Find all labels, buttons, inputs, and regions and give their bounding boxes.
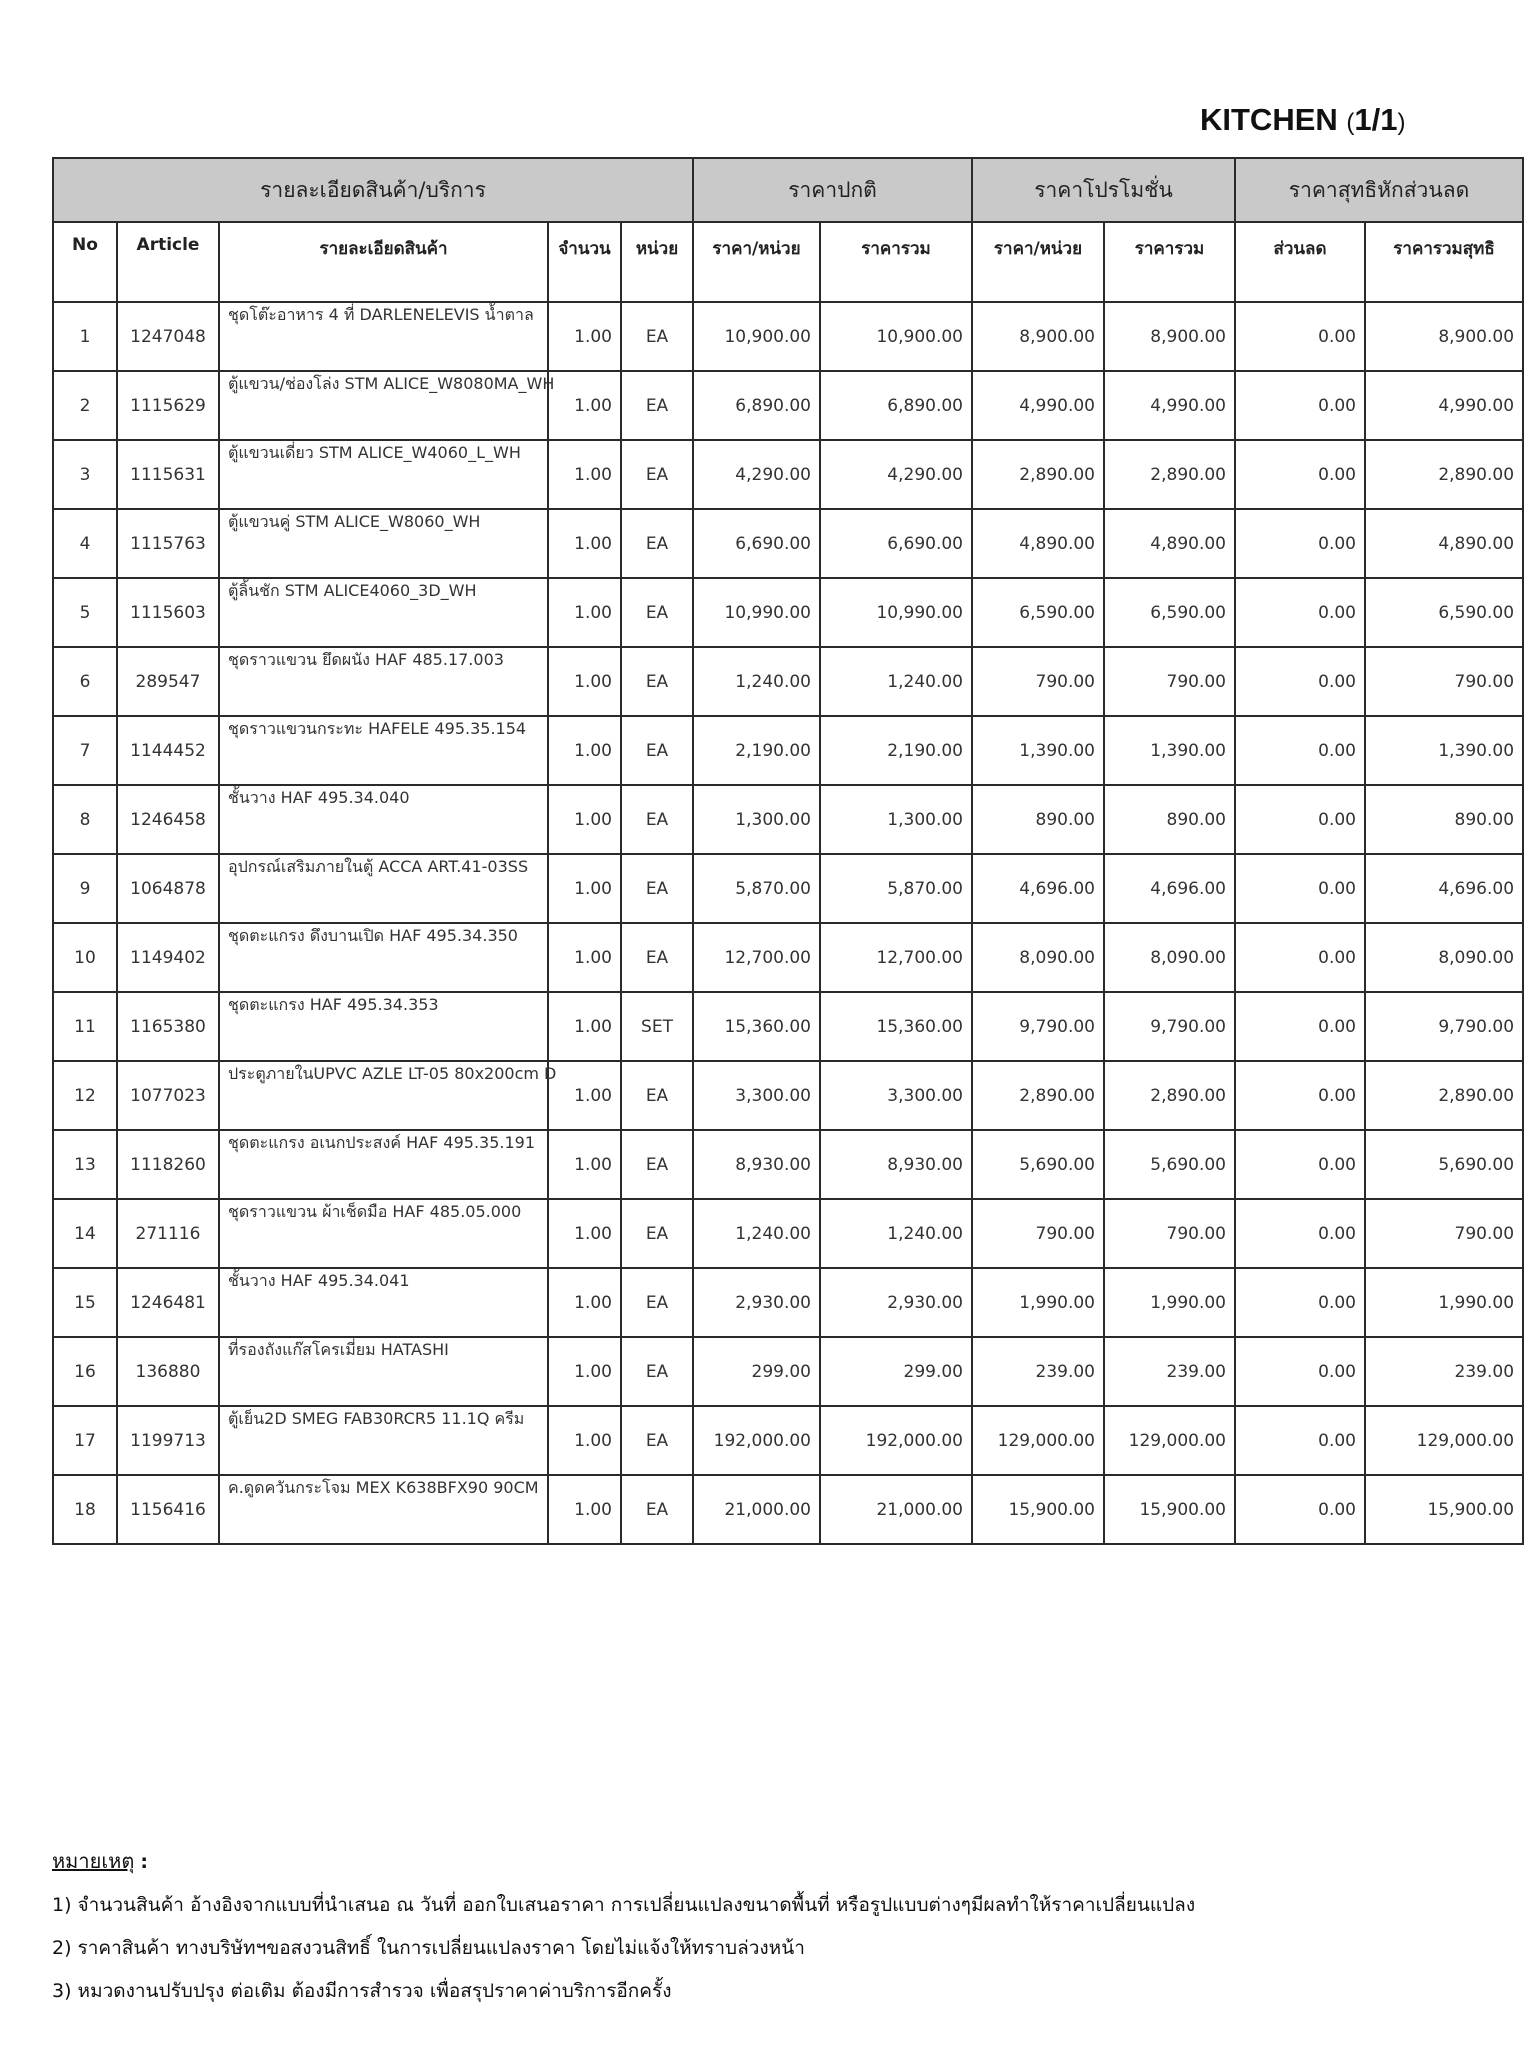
cell-no: 13 — [53, 1130, 117, 1199]
cell-description: ประตูภายในUPVC AZLE LT-05 80x200cm D — [219, 1061, 548, 1130]
cell-promo-unit-price: 8,090.00 — [972, 923, 1104, 992]
cell-unit: EA — [621, 371, 693, 440]
cell-net-total: 129,000.00 — [1365, 1406, 1523, 1475]
cell-description: ชุดโต๊ะอาหาร 4 ที่ DARLENELEVIS น้ำตาล — [219, 302, 548, 371]
cell-no: 16 — [53, 1337, 117, 1406]
cell-unit: EA — [621, 647, 693, 716]
cell-net-total: 2,890.00 — [1365, 1061, 1523, 1130]
quotation-table-container — [52, 157, 1515, 1570]
cell-discount: 0.00 — [1235, 1199, 1365, 1268]
notes-section — [52, 1840, 1492, 2013]
cell-normal-unit-price: 5,870.00 — [693, 854, 820, 923]
cell-quantity: 1.00 — [548, 1268, 621, 1337]
cell-promo-unit-price: 15,900.00 — [972, 1475, 1104, 1544]
cell-promo-total: 6,590.00 — [1104, 578, 1235, 647]
cell-promo-unit-price: 4,890.00 — [972, 509, 1104, 578]
cell-description: ชั้นวาง HAF 495.34.040 — [219, 785, 548, 854]
cell-net-total: 890.00 — [1365, 785, 1523, 854]
cell-quantity: 1.00 — [548, 647, 621, 716]
cell-discount: 0.00 — [1235, 371, 1365, 440]
cell-normal-unit-price: 2,190.00 — [693, 716, 820, 785]
table-row — [53, 785, 1523, 854]
cell-no: 18 — [53, 1475, 117, 1544]
cell-description: อุปกรณ์เสริมภายในตู้ ACCA ART.41-03SS — [219, 854, 548, 923]
group-header-promotion-price: ราคาโปรโมชั่น — [972, 158, 1235, 222]
cell-normal-unit-price: 10,900.00 — [693, 302, 820, 371]
cell-article: 1246481 — [117, 1268, 219, 1337]
cell-normal-total: 10,990.00 — [820, 578, 972, 647]
cell-normal-total: 1,300.00 — [820, 785, 972, 854]
cell-article: 1077023 — [117, 1061, 219, 1130]
table-row — [53, 923, 1523, 992]
cell-normal-total: 6,890.00 — [820, 371, 972, 440]
column-header-normal-total: ราคารวม — [820, 222, 972, 302]
cell-article: 271116 — [117, 1199, 219, 1268]
column-header-unit: หน่วย — [621, 222, 693, 302]
cell-no: 12 — [53, 1061, 117, 1130]
column-header-no: No — [53, 222, 117, 302]
cell-description: ตู้แขวน/ช่องโล่ง STM ALICE_W8080MA_WH — [219, 371, 548, 440]
cell-unit: EA — [621, 440, 693, 509]
cell-description: ชุดราวแขวนกระทะ HAFELE 495.35.154 — [219, 716, 548, 785]
table-row — [53, 1130, 1523, 1199]
cell-description: ที่รองถังแก๊สโครเมี่ยม HATASHI — [219, 1337, 548, 1406]
cell-normal-total: 2,190.00 — [820, 716, 972, 785]
cell-promo-total: 890.00 — [1104, 785, 1235, 854]
note-item-2: 2) ราคาสินค้า ทางบริษัทฯขอสงวนสิทธิ์ ในการเปลี่ยนแปลงราคา โดยไม่แจ้งให้ทราบล่วงหน้า — [52, 1937, 805, 1959]
cell-article: 1165380 — [117, 992, 219, 1061]
notes-heading-colon: : — [140, 1851, 148, 1873]
cell-normal-unit-price: 15,360.00 — [693, 992, 820, 1061]
cell-net-total: 790.00 — [1365, 647, 1523, 716]
cell-promo-unit-price: 4,696.00 — [972, 854, 1104, 923]
cell-quantity: 1.00 — [548, 1406, 621, 1475]
cell-description: ตู้ลิ้นชัก STM ALICE4060_3D_WH — [219, 578, 548, 647]
cell-normal-total: 21,000.00 — [820, 1475, 972, 1544]
quotation-table — [52, 157, 1524, 1545]
table-body — [53, 302, 1523, 1544]
cell-promo-total: 15,900.00 — [1104, 1475, 1235, 1544]
cell-normal-total: 4,290.00 — [820, 440, 972, 509]
cell-article: 1246458 — [117, 785, 219, 854]
cell-promo-unit-price: 790.00 — [972, 1199, 1104, 1268]
table-row — [53, 440, 1523, 509]
cell-discount: 0.00 — [1235, 440, 1365, 509]
cell-quantity: 1.00 — [548, 854, 621, 923]
cell-promo-total: 1,390.00 — [1104, 716, 1235, 785]
cell-promo-total: 790.00 — [1104, 1199, 1235, 1268]
cell-promo-total: 8,900.00 — [1104, 302, 1235, 371]
page-indicator: 1/1 — [1354, 102, 1398, 137]
cell-article: 1115629 — [117, 371, 219, 440]
cell-normal-total: 3,300.00 — [820, 1061, 972, 1130]
column-header-promo-unit-price: ราคา/หน่วย — [972, 222, 1104, 302]
column-header-discount: ส่วนลด — [1235, 222, 1365, 302]
cell-no: 3 — [53, 440, 117, 509]
cell-no: 9 — [53, 854, 117, 923]
column-header-description: รายละเอียดสินค้า — [219, 222, 548, 302]
table-row — [53, 1337, 1523, 1406]
cell-net-total: 1,390.00 — [1365, 716, 1523, 785]
page-indicator-open-paren: ( — [1346, 109, 1355, 136]
cell-normal-total: 12,700.00 — [820, 923, 972, 992]
cell-promo-total: 9,790.00 — [1104, 992, 1235, 1061]
cell-no: 5 — [53, 578, 117, 647]
cell-quantity: 1.00 — [548, 440, 621, 509]
cell-promo-unit-price: 2,890.00 — [972, 440, 1104, 509]
cell-net-total: 5,690.00 — [1365, 1130, 1523, 1199]
table-row — [53, 509, 1523, 578]
column-header-normal-unit-price: ราคา/หน่วย — [693, 222, 820, 302]
cell-normal-unit-price: 6,890.00 — [693, 371, 820, 440]
cell-promo-total: 239.00 — [1104, 1337, 1235, 1406]
cell-unit: EA — [621, 716, 693, 785]
table-column-header-row — [53, 222, 1523, 302]
cell-quantity: 1.00 — [548, 992, 621, 1061]
cell-quantity: 1.00 — [548, 923, 621, 992]
cell-article: 1064878 — [117, 854, 219, 923]
cell-normal-total: 1,240.00 — [820, 647, 972, 716]
cell-normal-total: 10,900.00 — [820, 302, 972, 371]
cell-net-total: 6,590.00 — [1365, 578, 1523, 647]
cell-unit: EA — [621, 1061, 693, 1130]
cell-unit: EA — [621, 1130, 693, 1199]
cell-promo-unit-price: 6,590.00 — [972, 578, 1104, 647]
cell-net-total: 4,890.00 — [1365, 509, 1523, 578]
cell-no: 14 — [53, 1199, 117, 1268]
cell-net-total: 9,790.00 — [1365, 992, 1523, 1061]
cell-no: 4 — [53, 509, 117, 578]
cell-article: 1199713 — [117, 1406, 219, 1475]
cell-promo-total: 5,690.00 — [1104, 1130, 1235, 1199]
cell-quantity: 1.00 — [548, 1130, 621, 1199]
cell-discount: 0.00 — [1235, 785, 1365, 854]
cell-article: 1118260 — [117, 1130, 219, 1199]
cell-net-total: 15,900.00 — [1365, 1475, 1523, 1544]
cell-description: ชุดตะแกรง ดึงบานเปิด HAF 495.34.350 — [219, 923, 548, 992]
group-header-product-details: รายละเอียดสินค้า/บริการ — [53, 158, 693, 222]
notes-heading: หมายเหตุ — [52, 1849, 135, 1873]
cell-unit: EA — [621, 923, 693, 992]
table-row — [53, 647, 1523, 716]
cell-no: 1 — [53, 302, 117, 371]
cell-discount: 0.00 — [1235, 716, 1365, 785]
cell-no: 7 — [53, 716, 117, 785]
cell-unit: EA — [621, 1199, 693, 1268]
cell-promo-unit-price: 4,990.00 — [972, 371, 1104, 440]
cell-quantity: 1.00 — [548, 578, 621, 647]
table-row — [53, 302, 1523, 371]
cell-discount: 0.00 — [1235, 1475, 1365, 1544]
cell-article: 1115631 — [117, 440, 219, 509]
cell-normal-total: 299.00 — [820, 1337, 972, 1406]
cell-promo-unit-price: 790.00 — [972, 647, 1104, 716]
cell-promo-unit-price: 1,990.00 — [972, 1268, 1104, 1337]
cell-no: 6 — [53, 647, 117, 716]
cell-unit: EA — [621, 854, 693, 923]
cell-discount: 0.00 — [1235, 1268, 1365, 1337]
cell-net-total: 8,090.00 — [1365, 923, 1523, 992]
cell-discount: 0.00 — [1235, 509, 1365, 578]
cell-unit: SET — [621, 992, 693, 1061]
cell-normal-unit-price: 1,240.00 — [693, 1199, 820, 1268]
table-row — [53, 578, 1523, 647]
cell-normal-unit-price: 12,700.00 — [693, 923, 820, 992]
cell-no: 17 — [53, 1406, 117, 1475]
cell-description: ค.ดูดควันกระโจม MEX K638BFX90 90CM — [219, 1475, 548, 1544]
cell-description: ตู้แขวนคู่ STM ALICE_W8060_WH — [219, 509, 548, 578]
cell-normal-unit-price: 6,690.00 — [693, 509, 820, 578]
cell-no: 2 — [53, 371, 117, 440]
cell-article: 1144452 — [117, 716, 219, 785]
cell-article: 289547 — [117, 647, 219, 716]
cell-quantity: 1.00 — [548, 1061, 621, 1130]
cell-article: 1149402 — [117, 923, 219, 992]
cell-promo-unit-price: 239.00 — [972, 1337, 1104, 1406]
cell-normal-total: 1,240.00 — [820, 1199, 972, 1268]
cell-article: 1156416 — [117, 1475, 219, 1544]
cell-article: 136880 — [117, 1337, 219, 1406]
cell-normal-unit-price: 4,290.00 — [693, 440, 820, 509]
cell-normal-unit-price: 299.00 — [693, 1337, 820, 1406]
cell-quantity: 1.00 — [548, 785, 621, 854]
page-title — [1200, 102, 1500, 138]
table-row — [53, 1406, 1523, 1475]
cell-normal-total: 2,930.00 — [820, 1268, 972, 1337]
cell-net-total: 239.00 — [1365, 1337, 1523, 1406]
cell-promo-total: 2,890.00 — [1104, 440, 1235, 509]
cell-unit: EA — [621, 785, 693, 854]
cell-promo-total: 129,000.00 — [1104, 1406, 1235, 1475]
cell-description: ชุดราวแขวน ยึดผนัง HAF 485.17.003 — [219, 647, 548, 716]
cell-promo-unit-price: 9,790.00 — [972, 992, 1104, 1061]
cell-quantity: 1.00 — [548, 1199, 621, 1268]
cell-quantity: 1.00 — [548, 371, 621, 440]
cell-quantity: 1.00 — [548, 509, 621, 578]
cell-discount: 0.00 — [1235, 1061, 1365, 1130]
cell-net-total: 2,890.00 — [1365, 440, 1523, 509]
cell-normal-unit-price: 21,000.00 — [693, 1475, 820, 1544]
cell-promo-unit-price: 2,890.00 — [972, 1061, 1104, 1130]
table-row — [53, 1475, 1523, 1544]
table-row — [53, 1199, 1523, 1268]
cell-net-total: 4,696.00 — [1365, 854, 1523, 923]
cell-normal-total: 192,000.00 — [820, 1406, 972, 1475]
cell-no: 8 — [53, 785, 117, 854]
cell-quantity: 1.00 — [548, 302, 621, 371]
note-item-3: 3) หมวดงานปรับปรุง ต่อเติม ต้องมีการสำรวจ เพื่อสรุปราคาค่าบริการอีกครั้ง — [52, 1980, 672, 2002]
cell-promo-total: 790.00 — [1104, 647, 1235, 716]
cell-net-total: 790.00 — [1365, 1199, 1523, 1268]
cell-promo-total: 4,890.00 — [1104, 509, 1235, 578]
table-row — [53, 1061, 1523, 1130]
cell-promo-total: 4,990.00 — [1104, 371, 1235, 440]
cell-unit: EA — [621, 1406, 693, 1475]
cell-promo-unit-price: 890.00 — [972, 785, 1104, 854]
cell-promo-unit-price: 8,900.00 — [972, 302, 1104, 371]
cell-promo-total: 8,090.00 — [1104, 923, 1235, 992]
cell-unit: EA — [621, 1268, 693, 1337]
cell-discount: 0.00 — [1235, 302, 1365, 371]
cell-normal-total: 15,360.00 — [820, 992, 972, 1061]
cell-normal-unit-price: 8,930.00 — [693, 1130, 820, 1199]
cell-normal-unit-price: 10,990.00 — [693, 578, 820, 647]
cell-normal-unit-price: 192,000.00 — [693, 1406, 820, 1475]
group-header-normal-price: ราคาปกติ — [693, 158, 972, 222]
cell-normal-unit-price: 1,240.00 — [693, 647, 820, 716]
cell-article: 1115763 — [117, 509, 219, 578]
cell-normal-total: 8,930.00 — [820, 1130, 972, 1199]
note-item-1: 1) จำนวนสินค้า อ้างอิงจากแบบที่นำเสนอ ณ วันที่ ออกใบเสนอราคา การเปลี่ยนแปลงขนาดพื้นที่ หรือรูปแบบต่างๆมีผลทำให้ราคาเปลี่ยนแปลง — [52, 1894, 1196, 1916]
table-row — [53, 854, 1523, 923]
cell-unit: EA — [621, 578, 693, 647]
cell-normal-unit-price: 1,300.00 — [693, 785, 820, 854]
cell-description: ตู้แขวนเดี่ยว STM ALICE_W4060_L_WH — [219, 440, 548, 509]
cell-article: 1115603 — [117, 578, 219, 647]
cell-normal-unit-price: 2,930.00 — [693, 1268, 820, 1337]
table-row — [53, 716, 1523, 785]
cell-discount: 0.00 — [1235, 1130, 1365, 1199]
cell-discount: 0.00 — [1235, 854, 1365, 923]
cell-quantity: 1.00 — [548, 1337, 621, 1406]
column-header-quantity: จำนวน — [548, 222, 621, 302]
cell-unit: EA — [621, 302, 693, 371]
cell-normal-unit-price: 3,300.00 — [693, 1061, 820, 1130]
cell-description: ชั้นวาง HAF 495.34.041 — [219, 1268, 548, 1337]
cell-quantity: 1.00 — [548, 716, 621, 785]
cell-net-total: 1,990.00 — [1365, 1268, 1523, 1337]
column-header-article: Article — [117, 222, 219, 302]
cell-discount: 0.00 — [1235, 1406, 1365, 1475]
cell-discount: 0.00 — [1235, 647, 1365, 716]
cell-discount: 0.00 — [1235, 1337, 1365, 1406]
cell-description: ชุดราวแขวน ผ้าเช็ดมือ HAF 485.05.000 — [219, 1199, 548, 1268]
cell-description: ตู้เย็น2D SMEG FAB30RCR5 11.1Q ครีม — [219, 1406, 548, 1475]
cell-promo-unit-price: 5,690.00 — [972, 1130, 1104, 1199]
cell-unit: EA — [621, 509, 693, 578]
cell-net-total: 8,900.00 — [1365, 302, 1523, 371]
cell-description: ชุดตะแกรง HAF 495.34.353 — [219, 992, 548, 1061]
cell-quantity: 1.00 — [548, 1475, 621, 1544]
cell-promo-total: 4,696.00 — [1104, 854, 1235, 923]
table-row — [53, 992, 1523, 1061]
table-group-header-row — [53, 158, 1523, 222]
cell-no: 10 — [53, 923, 117, 992]
cell-promo-unit-price: 129,000.00 — [972, 1406, 1104, 1475]
cell-promo-total: 1,990.00 — [1104, 1268, 1235, 1337]
cell-promo-total: 2,890.00 — [1104, 1061, 1235, 1130]
page-indicator-close-paren: ) — [1397, 109, 1406, 136]
cell-article: 1247048 — [117, 302, 219, 371]
page-title-text: KITCHEN — [1200, 102, 1338, 137]
cell-discount: 0.00 — [1235, 578, 1365, 647]
cell-description: ชุดตะแกรง อเนกประสงค์ HAF 495.35.191 — [219, 1130, 548, 1199]
column-header-promo-total: ราคารวม — [1104, 222, 1235, 302]
cell-no: 15 — [53, 1268, 117, 1337]
cell-net-total: 4,990.00 — [1365, 371, 1523, 440]
cell-promo-unit-price: 1,390.00 — [972, 716, 1104, 785]
cell-discount: 0.00 — [1235, 923, 1365, 992]
cell-normal-total: 5,870.00 — [820, 854, 972, 923]
cell-unit: EA — [621, 1337, 693, 1406]
table-row — [53, 1268, 1523, 1337]
table-row — [53, 371, 1523, 440]
cell-no: 11 — [53, 992, 117, 1061]
cell-unit: EA — [621, 1475, 693, 1544]
group-header-net-price: ราคาสุทธิหักส่วนลด — [1235, 158, 1523, 222]
cell-discount: 0.00 — [1235, 992, 1365, 1061]
cell-normal-total: 6,690.00 — [820, 509, 972, 578]
column-header-net-total: ราคารวมสุทธิ — [1365, 222, 1523, 302]
